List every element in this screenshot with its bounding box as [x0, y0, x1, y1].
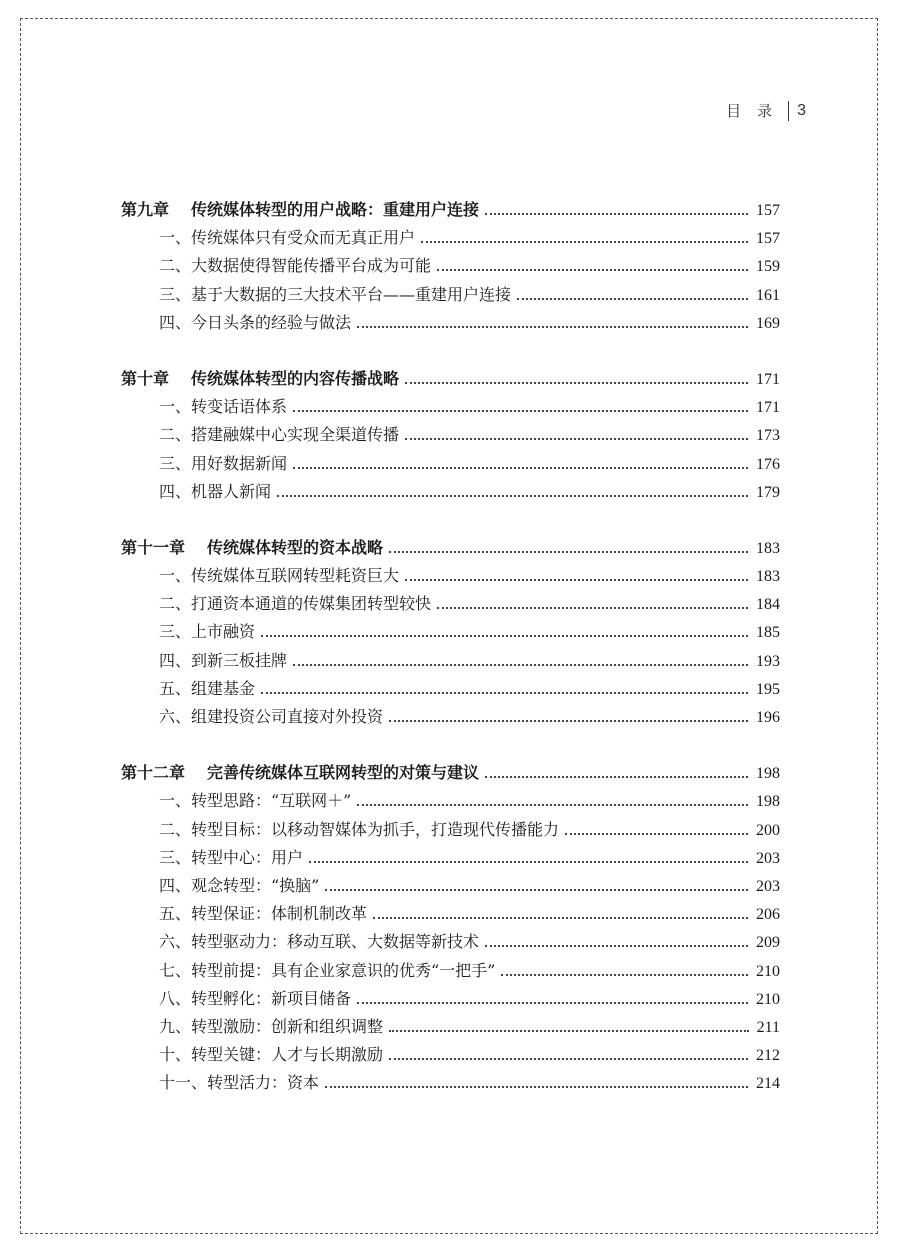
- dot-leader: [293, 467, 748, 469]
- running-head-divider: [788, 101, 789, 121]
- dot-leader: [325, 889, 748, 891]
- toc-section-entry[interactable]: [121, 618, 780, 646]
- dot-leader: [389, 720, 748, 722]
- section-page: 157: [756, 230, 780, 248]
- dot-leader: [421, 241, 748, 243]
- section-title: 五、转型保证：体制机制改革: [159, 904, 368, 924]
- chapter-title: 传统媒体转型的内容传播战略: [191, 368, 400, 388]
- section-page: 171: [756, 399, 780, 417]
- chapter-title: 传统媒体转型的资本战略: [207, 537, 384, 557]
- section-page: 206: [756, 906, 780, 924]
- toc-section-entry[interactable]: [121, 816, 780, 844]
- dot-leader: [565, 833, 748, 835]
- section-title: 九、转型激励：创新和组织调整: [159, 1016, 384, 1036]
- toc-section-entry[interactable]: [121, 787, 780, 815]
- chapter-page: 171: [756, 370, 780, 388]
- section-page: 210: [756, 990, 780, 1008]
- dot-leader: [389, 551, 748, 553]
- toc-section-entry[interactable]: [121, 872, 780, 900]
- dot-leader: [437, 269, 748, 271]
- dot-leader: [389, 1058, 748, 1060]
- toc-section-entry[interactable]: [121, 985, 780, 1013]
- toc-section-entry[interactable]: [121, 844, 780, 872]
- toc-section-entry[interactable]: [121, 1069, 780, 1097]
- section-page: 183: [756, 568, 780, 586]
- section-page: 214: [756, 1075, 780, 1093]
- section-page: 179: [756, 483, 780, 501]
- section-title: 三、用好数据新闻: [159, 453, 288, 473]
- section-page: 203: [756, 877, 780, 895]
- dot-leader: [293, 410, 748, 412]
- section-title: 四、到新三板挂牌: [159, 650, 288, 670]
- section-title: 五、组建基金: [159, 678, 256, 698]
- running-head: [726, 100, 806, 121]
- section-title: 六、组建投资公司直接对外投资: [159, 707, 384, 726]
- toc-chapter-entry[interactable]: [121, 365, 780, 393]
- section-page: 209: [756, 934, 780, 952]
- toc-section-entry[interactable]: [121, 1041, 780, 1069]
- toc-section-entry[interactable]: [121, 450, 780, 478]
- section-page: 159: [756, 258, 780, 276]
- chapter-block: [121, 196, 780, 337]
- section-page: 200: [756, 821, 780, 839]
- dot-leader: [277, 495, 748, 497]
- section-page: 211: [756, 1018, 780, 1036]
- section-page: 176: [756, 455, 780, 473]
- dot-leader: [501, 974, 748, 976]
- dot-leader: [293, 664, 748, 666]
- dot-leader: [261, 635, 748, 637]
- section-title: 六、转型驱动力：移动互联、大数据等新技术: [159, 932, 480, 952]
- chapter-title: 完善传统媒体互联网转型的对策与建议: [207, 763, 480, 783]
- section-title: 四、观念转型：“换脑”: [159, 875, 320, 895]
- chapter-page: 198: [756, 765, 780, 783]
- section-title: 二、转型目标：以移动智媒体为抓手，打造现代传播能力: [159, 819, 560, 839]
- section-page: 169: [756, 314, 780, 332]
- page-number: 3: [797, 101, 806, 119]
- section-title: 四、机器人新闻: [159, 481, 272, 501]
- section-page: 198: [756, 793, 780, 811]
- toc-section-entry[interactable]: [121, 1013, 780, 1041]
- toc-section-entry[interactable]: [121, 647, 780, 675]
- dot-leader: [357, 804, 748, 806]
- dot-leader: [405, 438, 748, 440]
- chapter-block: [121, 534, 780, 731]
- toc-section-entry[interactable]: [121, 478, 780, 506]
- section-page: 184: [756, 596, 780, 614]
- toc-section-entry[interactable]: [121, 309, 780, 337]
- chapter-page: 183: [756, 539, 780, 557]
- dot-leader: [485, 945, 748, 947]
- toc-section-entry[interactable]: [121, 562, 780, 590]
- toc-section-entry[interactable]: [121, 590, 780, 618]
- running-head-section: 目录: [726, 102, 789, 120]
- dot-leader: [485, 776, 748, 778]
- toc-section-entry[interactable]: [121, 675, 780, 703]
- section-page: 212: [756, 1047, 780, 1065]
- dot-leader: [357, 326, 748, 328]
- dot-leader: [437, 607, 748, 609]
- section-title: 一、转型思路：“互联网＋”: [159, 791, 352, 811]
- section-title: 二、大数据使得智能传播平台成为可能: [159, 256, 432, 276]
- section-title: 一、传统媒体互联网转型耗资巨大: [159, 566, 400, 586]
- section-page: 196: [756, 709, 780, 726]
- chapter-number: 第十一章: [121, 537, 186, 557]
- chapter-number: 第九章: [121, 200, 170, 219]
- section-title: 一、转变话语体系: [159, 397, 288, 417]
- section-title: 二、搭建融媒中心实现全渠道传播: [159, 425, 400, 445]
- section-title: 二、打通资本通道的传媒集团转型较快: [159, 594, 432, 614]
- section-title: 十、转型关键：人才与长期激励: [159, 1045, 384, 1065]
- dot-leader: [325, 1086, 748, 1088]
- section-title: 三、转型中心：用户: [159, 847, 304, 867]
- toc-chapter-entry[interactable]: [121, 759, 780, 787]
- dot-leader: [309, 861, 748, 863]
- section-page: 173: [756, 427, 780, 445]
- chapter-title: 传统媒体转型的用户战略：重建用户连接: [191, 200, 480, 219]
- toc-section-entry[interactable]: [121, 900, 780, 928]
- section-page: 210: [756, 962, 780, 980]
- section-title: 十一、转型活力：资本: [159, 1073, 320, 1093]
- toc-section-entry[interactable]: [121, 928, 780, 956]
- section-title: 八、转型孵化：新项目储备: [159, 988, 352, 1008]
- section-page: 193: [756, 652, 780, 670]
- chapter-number: 第十二章: [121, 763, 186, 783]
- chapter-number: 第十章: [121, 368, 170, 388]
- toc-section-entry[interactable]: [121, 281, 780, 309]
- toc-section-entry[interactable]: [121, 421, 780, 449]
- section-page: 161: [756, 286, 780, 304]
- toc-section-entry[interactable]: [121, 703, 780, 731]
- toc-section-entry[interactable]: [121, 957, 780, 985]
- dot-leader: [357, 1002, 748, 1004]
- dot-leader: [517, 298, 748, 300]
- toc-section-entry[interactable]: [121, 393, 780, 421]
- section-page: 203: [756, 849, 780, 867]
- chapter-block: [121, 365, 780, 506]
- chapter-page: 157: [756, 202, 780, 219]
- section-title: 三、基于大数据的三大技术平台——重建用户连接: [159, 284, 512, 304]
- dot-leader: [485, 213, 748, 215]
- section-title: 一、传统媒体只有受众而无真正用户: [159, 228, 416, 248]
- section-title: 三、上市融资: [159, 622, 256, 642]
- section-page: 195: [756, 680, 780, 698]
- dot-leader: [405, 579, 748, 581]
- toc-chapter-entry[interactable]: [121, 196, 780, 224]
- section-title: 七、转型前提：具有企业家意识的优秀“一把手”: [159, 960, 496, 980]
- table-of-contents: [121, 196, 780, 1125]
- toc-section-entry[interactable]: [121, 224, 780, 252]
- dot-leader: [405, 382, 748, 384]
- chapter-block: [121, 759, 780, 1097]
- section-page: 185: [756, 624, 780, 642]
- dot-leader: [389, 1030, 749, 1032]
- toc-section-entry[interactable]: [121, 252, 780, 280]
- dot-leader: [373, 917, 748, 919]
- toc-chapter-entry[interactable]: [121, 534, 780, 562]
- dot-leader: [261, 692, 748, 694]
- section-title: 四、今日头条的经验与做法: [159, 312, 352, 332]
